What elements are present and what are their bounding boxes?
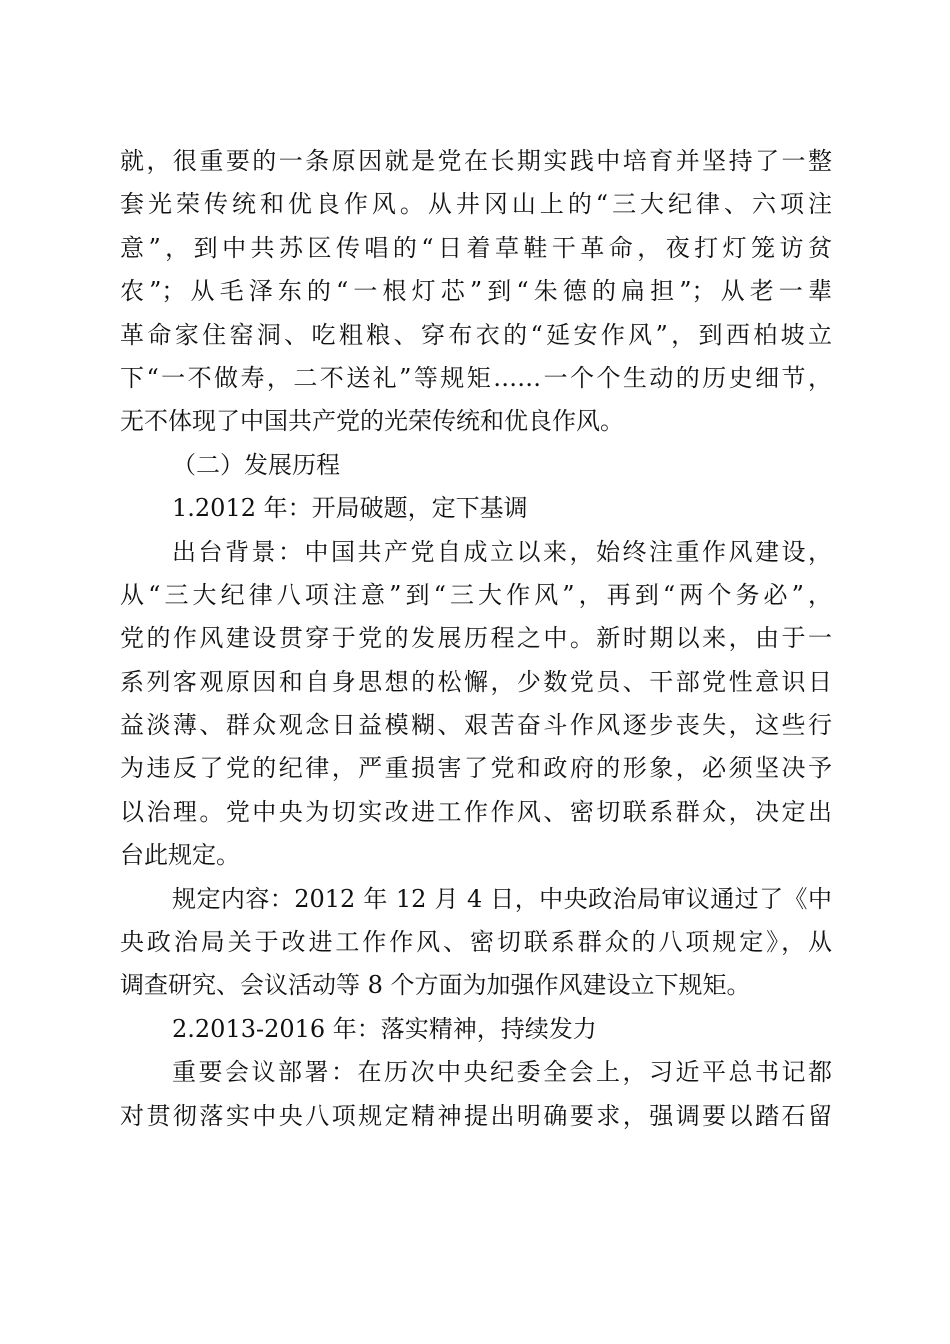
body-line: 意”，到中共苏区传唱的“日着草鞋干革命，夜打灯笼访贫: [120, 233, 832, 262]
body-line: 农”；从毛泽东的“一根灯芯”到“朱德的扁担”；从老一辈: [120, 277, 832, 306]
body-line: 党的作风建设贯穿于党的发展历程之中。新时期以来，由于一: [120, 624, 832, 653]
body-line: 台此规定。: [120, 841, 240, 870]
body-line: 益淡薄、群众观念日益模糊、艰苦奋斗作风逐步丧失，这些行: [120, 711, 832, 740]
body-line: 出台背景：中国共产党自成立以来，始终注重作风建设，: [172, 537, 832, 566]
body-line: 调查研究、会议活动等 8 个方面为加强作风建设立下规矩。: [120, 971, 751, 1000]
body-line: 对贯彻落实中央八项规定精神提出明确要求，强调要以踏石留: [120, 1101, 832, 1130]
body-line: 无不体现了中国共产党的光荣传统和优良作风。: [120, 407, 624, 436]
body-line: 就，很重要的一条原因就是党在长期实践中培育并坚持了一整: [120, 147, 832, 175]
section-heading: （二）发展历程: [172, 450, 340, 479]
body-line: 规定内容：2012 年 12 月 4 日，中央政治局审议通过了《中: [172, 884, 832, 913]
body-line: 从“三大纪律八项注意”到“三大作风”，再到“两个务必”，: [120, 580, 832, 609]
subsection-heading: 2.2013-2016 年：落实精神，持续发力: [172, 1014, 597, 1043]
subsection-heading: 1.2012 年：开局破题，定下基调: [172, 494, 528, 523]
body-line: 为违反了党的纪律，严重损害了党和政府的形象，必须坚决予: [120, 754, 832, 783]
document-body: [120, 140, 832, 1138]
body-line: 下“一不做寿，二不送礼”等规矩……一个个生动的历史细节，: [120, 363, 832, 392]
body-line: 革命家住窑洞、吃粗粮、穿布衣的“延安作风”，到西柏坡立: [120, 320, 832, 349]
body-line: 央政治局关于改进工作作风、密切联系群众的八项规定》，从: [120, 928, 832, 957]
body-line: 系列客观原因和自身思想的松懈，少数党员、干部党性意识日: [120, 667, 832, 696]
body-line: 以治理。党中央为切实改进工作作风、密切联系群众，决定出: [120, 797, 832, 826]
body-line: 套光荣传统和优良作风。从井冈山上的“三大纪律、六项注: [120, 190, 832, 219]
body-line: 重要会议部署：在历次中央纪委全会上，习近平总书记都: [172, 1058, 832, 1087]
